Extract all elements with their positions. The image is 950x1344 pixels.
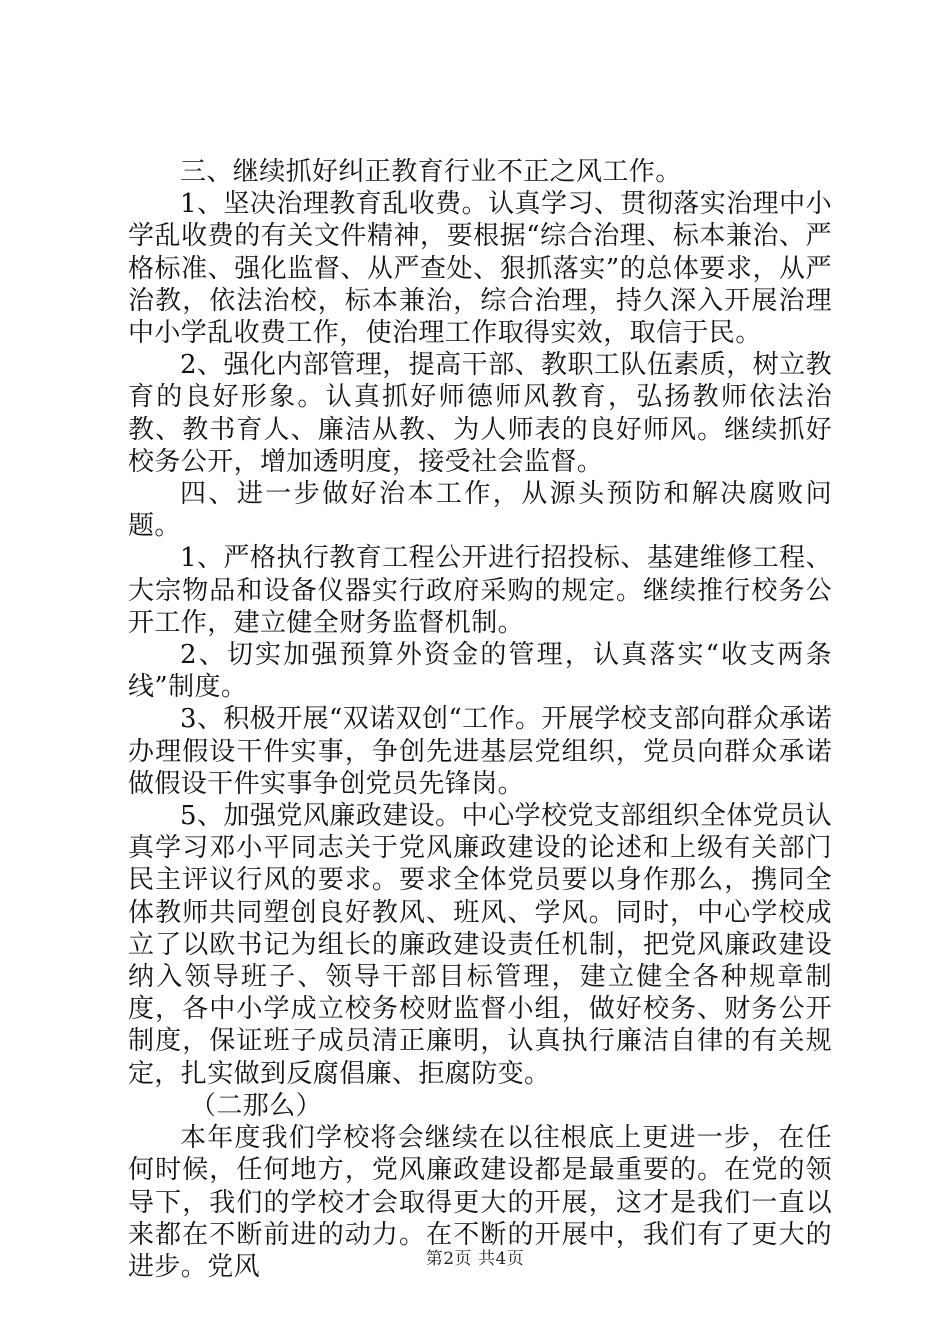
paragraph: 1、坚决治理教育乱收费。认真学习、贯彻落实治理中小学乱收费的有关文件精神，要根据“综合治理、标本兼治、严格标准、强化监督、从严查处、狠抓落实”的总体要求，从严治教，依法治校，标本兼治，综合治理，持久深入开展治理中小学乱收费工作，使治理工作取得实效，取信于民。 bbox=[128, 189, 832, 349]
paragraph: 1、严格执行教育工程公开进行招投标、基建维修工程、大宗物品和设备仪器实行政府采购的规定。继续推行校务公开工作，建立健全财务监督机制。 bbox=[128, 543, 832, 638]
paragraph: 本年度我们学校将会继续在以往根底上更进一步，在任何时候，任何地方，党风廉政建设都是最重要的。在党的领导下，我们的学校才会取得更大的开展，这才是我们一直以来都在不断前进的动力。在不断的开展中，我们有了更大的进步。党风 bbox=[128, 1123, 832, 1282]
paragraph: 2、切实加强预算外资金的管理，认真落实“收支两条线”制度。 bbox=[128, 640, 832, 703]
page-footer: 第2页 共4页 bbox=[425, 1249, 525, 1269]
paragraph: 2、强化内部管理，提高干部、教职工队伍素质，树立教育的良好形象。认真抓好师德师风教育，弘扬教师依法治教、教书育人、廉洁从教、为人师表的良好师风。继续抓好校务公开，增加透明度，接受社会监督。 bbox=[128, 350, 832, 477]
paragraph: 5、加强党风廉政建设。中心学校党支部组织全体党员认真学习邓小平同志关于党风廉政建设的论述和上级有关部门民主评议行风的要求。要求全体党员要以身作那么，携同全体教师共同塑创良好教风、班风、学风。同时，中心学校成立了以欧书记为组长的廉政建设责任机制，把党风廉政建设纳入领导班子、领导干部目标管理，建立健全各种规章制度，各中小学成立校务校财监督小组，做好校务、财务公开制度，保证班子成员清正廉明，认真执行廉洁自律的有关规定，扎实做到反腐倡廉、拒腐防变。 bbox=[128, 801, 832, 1089]
section-heading-3: 三、继续抓好纠正教育行业不正之风工作。 bbox=[180, 157, 682, 187]
document-body bbox=[128, 156, 832, 1283]
paragraph: 3、积极开展“双诺双创“工作。开展学校支部向群众承诺办理假设干件实事，争创先进基层党组织，党员向群众承诺做假设干件实事争创党员先锋岗。 bbox=[128, 704, 832, 799]
subsection-heading: （二那么） bbox=[190, 1090, 323, 1121]
section-heading-4: 四、进一步做好治本工作，从源头预防和解决腐败问题。 bbox=[128, 479, 832, 542]
